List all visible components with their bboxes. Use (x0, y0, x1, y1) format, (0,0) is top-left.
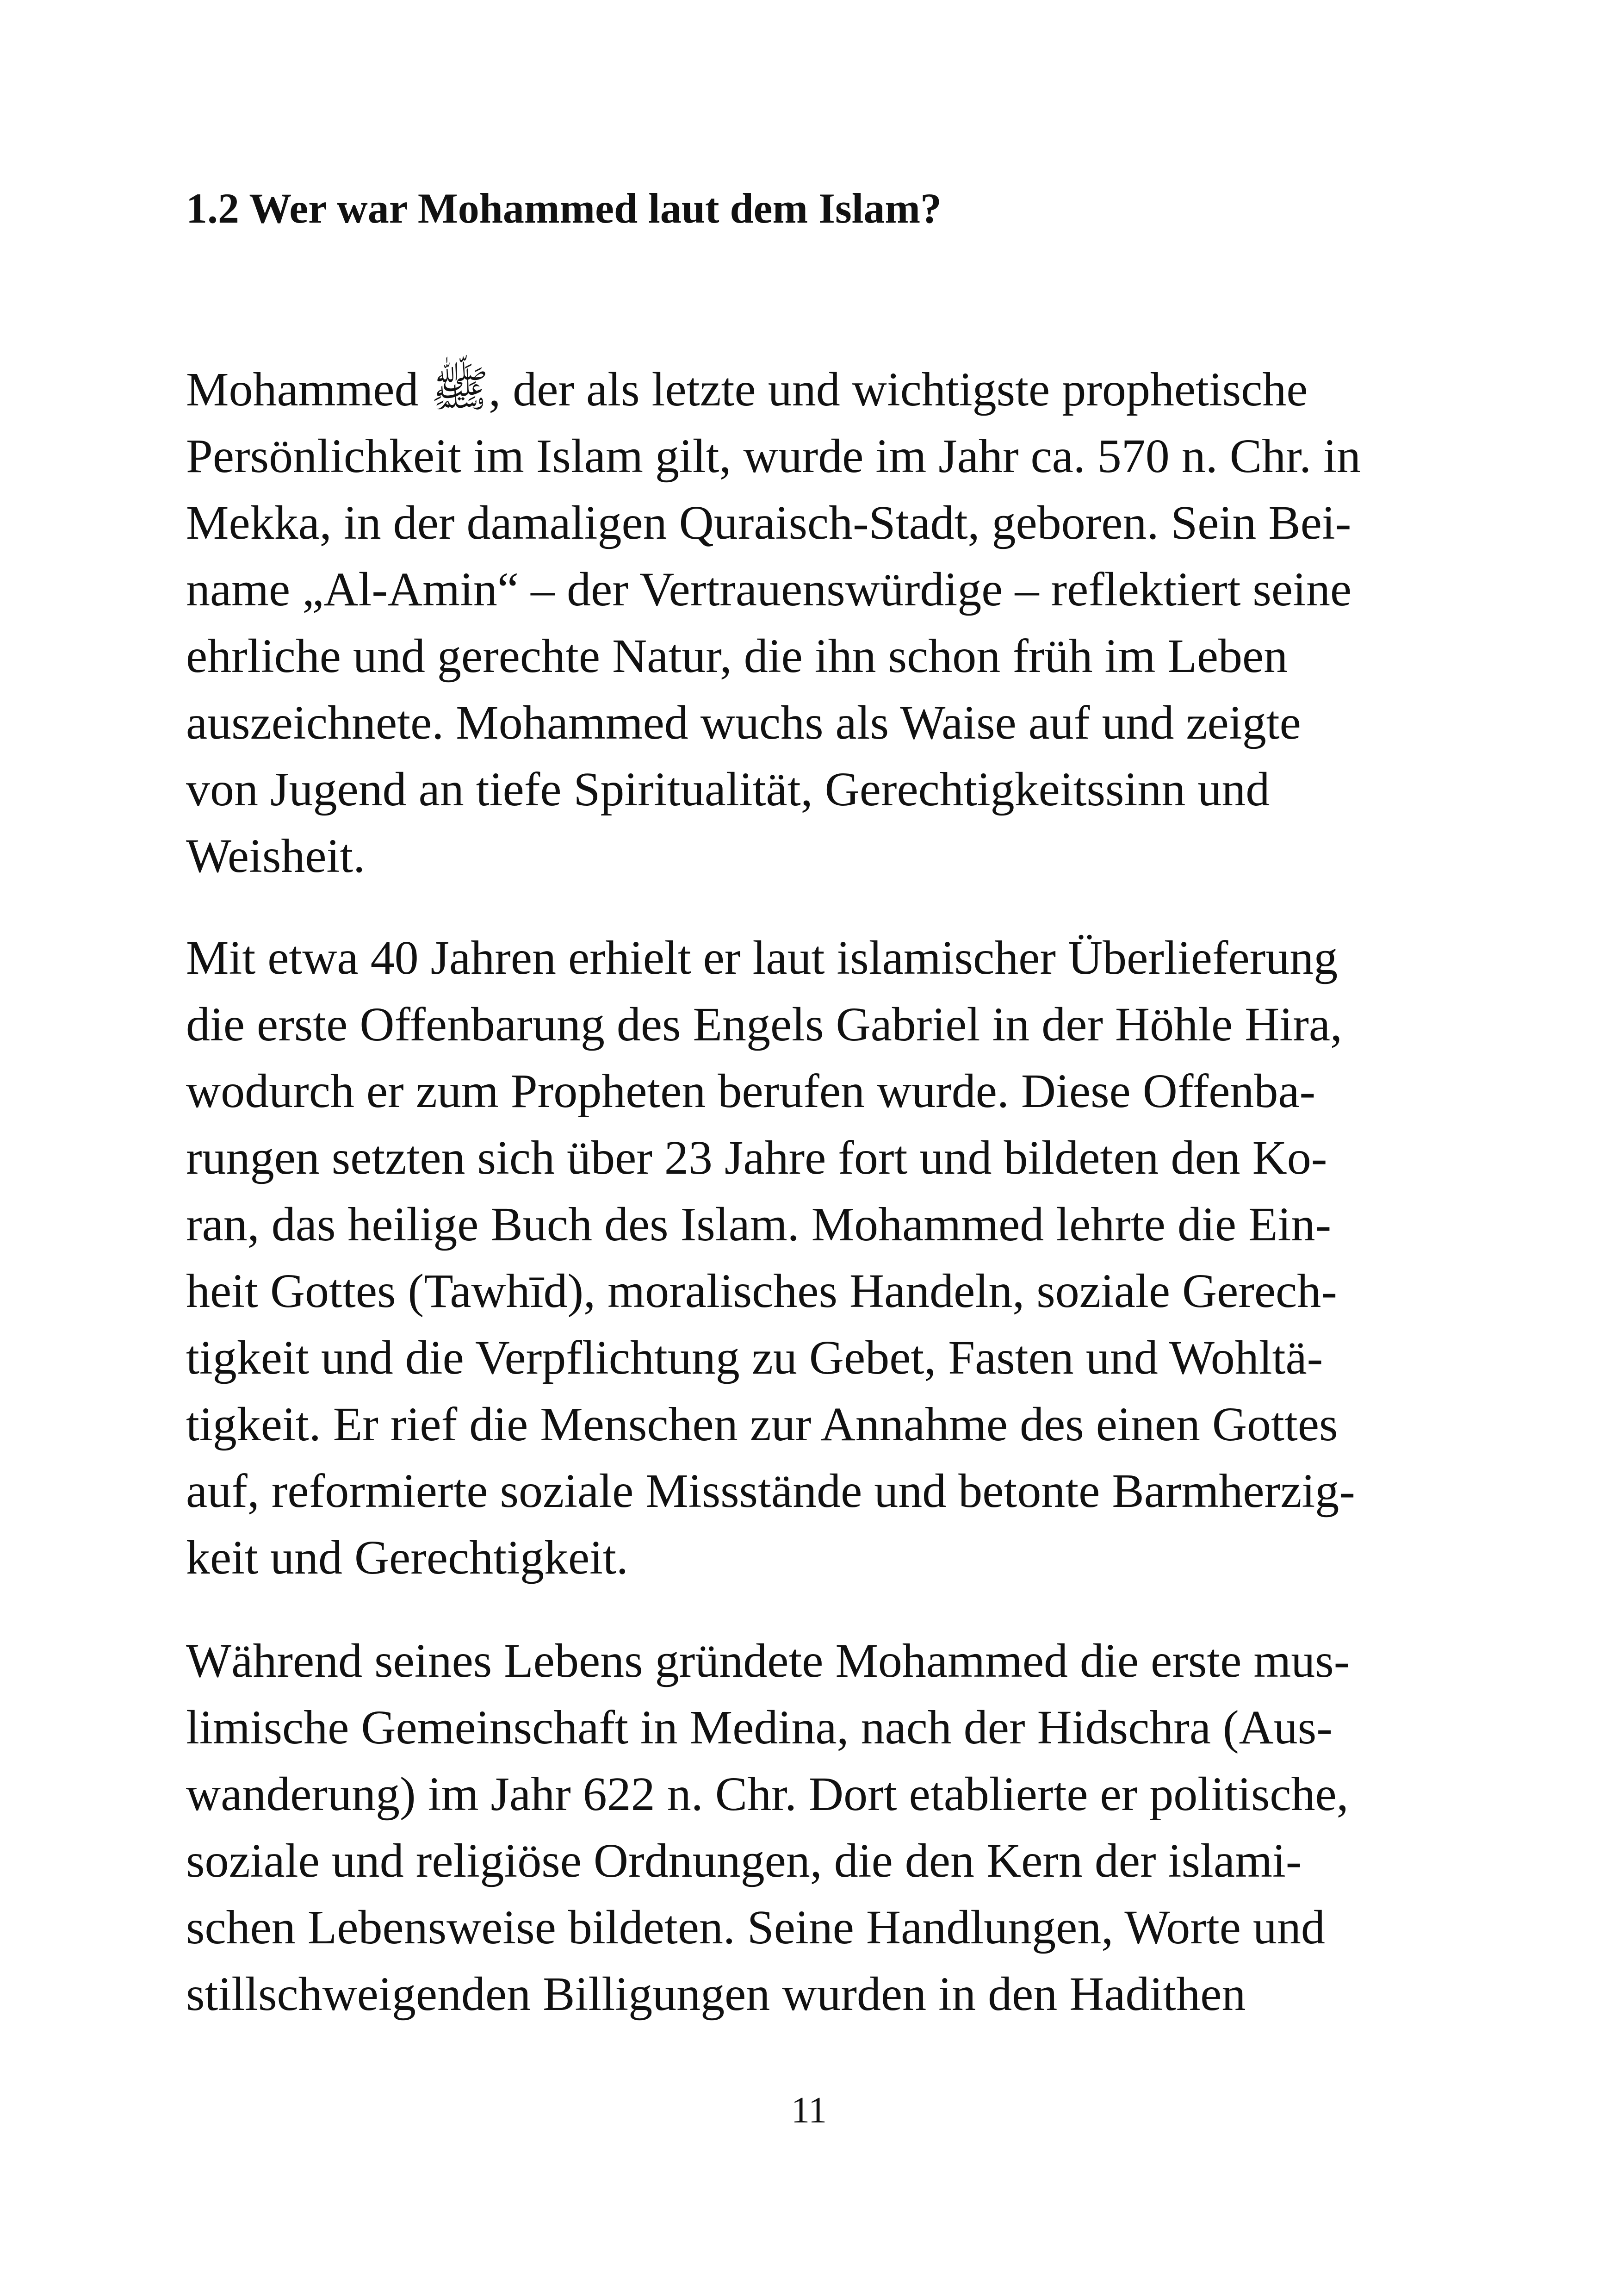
text-line: Mekka, in der damaligen Quraisch-Stadt, geboren. Sein Bei- (186, 496, 1351, 549)
text-line: stillschweigenden Billigungen wurden in den Hadithen (186, 1967, 1246, 2021)
paragraph-2 (186, 925, 1463, 1591)
text-line: von Jugend an tiefe Spiritualität, Gerechtigkeitssinn und (186, 763, 1270, 816)
paragraph-1 (186, 356, 1463, 890)
text-line: ran, das heilige Buch des Islam. Mohammed lehrte die Ein- (186, 1198, 1332, 1251)
text-line: auszeichnete. Mohammed wuchs als Waise auf und zeigte (186, 696, 1301, 749)
text-line: limische Gemeinschaft in Medina, nach der Hidschra (Aus- (186, 1701, 1333, 1754)
text-line: die erste Offenbarung des Engels Gabriel in der Höhle Hira, (186, 998, 1342, 1051)
text-line: name „Al-Amin“ – der Vertrauenswürdige – reflektiert seine (186, 563, 1352, 616)
text-line: heit Gottes (Tawhīd), moralisches Handeln, soziale Gerech- (186, 1264, 1337, 1318)
text-line: Mit etwa 40 Jahren erhielt er laut islamischer Überlieferung (186, 931, 1338, 984)
text-line: Persönlichkeit im Islam gilt, wurde im Jahr ca. 570 n. Chr. in (186, 429, 1361, 483)
text-line: Weisheit. (186, 829, 366, 883)
text-line: schen Lebensweise bildeten. Seine Handlungen, Worte und (186, 1901, 1325, 1954)
text-line: soziale und religiöse Ordnungen, die den Kern der islami- (186, 1834, 1302, 1887)
text-line: wodurch er zum Propheten berufen wurde. Diese Offenba- (186, 1064, 1316, 1118)
paragraph-3 (186, 1628, 1463, 2028)
text-line: wanderung) im Jahr 622 n. Chr. Dort etablierte er politische, (186, 1767, 1349, 1821)
text-line: tigkeit. Er rief die Menschen zur Annahme des einen Gottes (186, 1398, 1338, 1451)
text-line: Mohammed ﷺ, der als letzte und wichtigste prophetische (186, 363, 1308, 416)
section-heading: 1.2 Wer war Mohammed laut dem Islam? (186, 185, 942, 232)
page-number: 11 (791, 2090, 827, 2131)
text-line: keit und Gerechtigkeit. (186, 1531, 628, 1584)
text-line: Während seines Lebens gründete Mohammed die erste mus- (186, 1634, 1350, 1687)
text-line: rungen setzten sich über 23 Jahre fort und bildeten den Ko- (186, 1131, 1327, 1184)
text-line: ehrliche und gerechte Natur, die ihn schon früh im Leben (186, 629, 1288, 683)
text-line: tigkeit und die Verpflichtung zu Gebet, Fasten und Wohltä- (186, 1331, 1323, 1384)
text-line: auf, reformierte soziale Missstände und betonte Barmherzig- (186, 1464, 1355, 1518)
